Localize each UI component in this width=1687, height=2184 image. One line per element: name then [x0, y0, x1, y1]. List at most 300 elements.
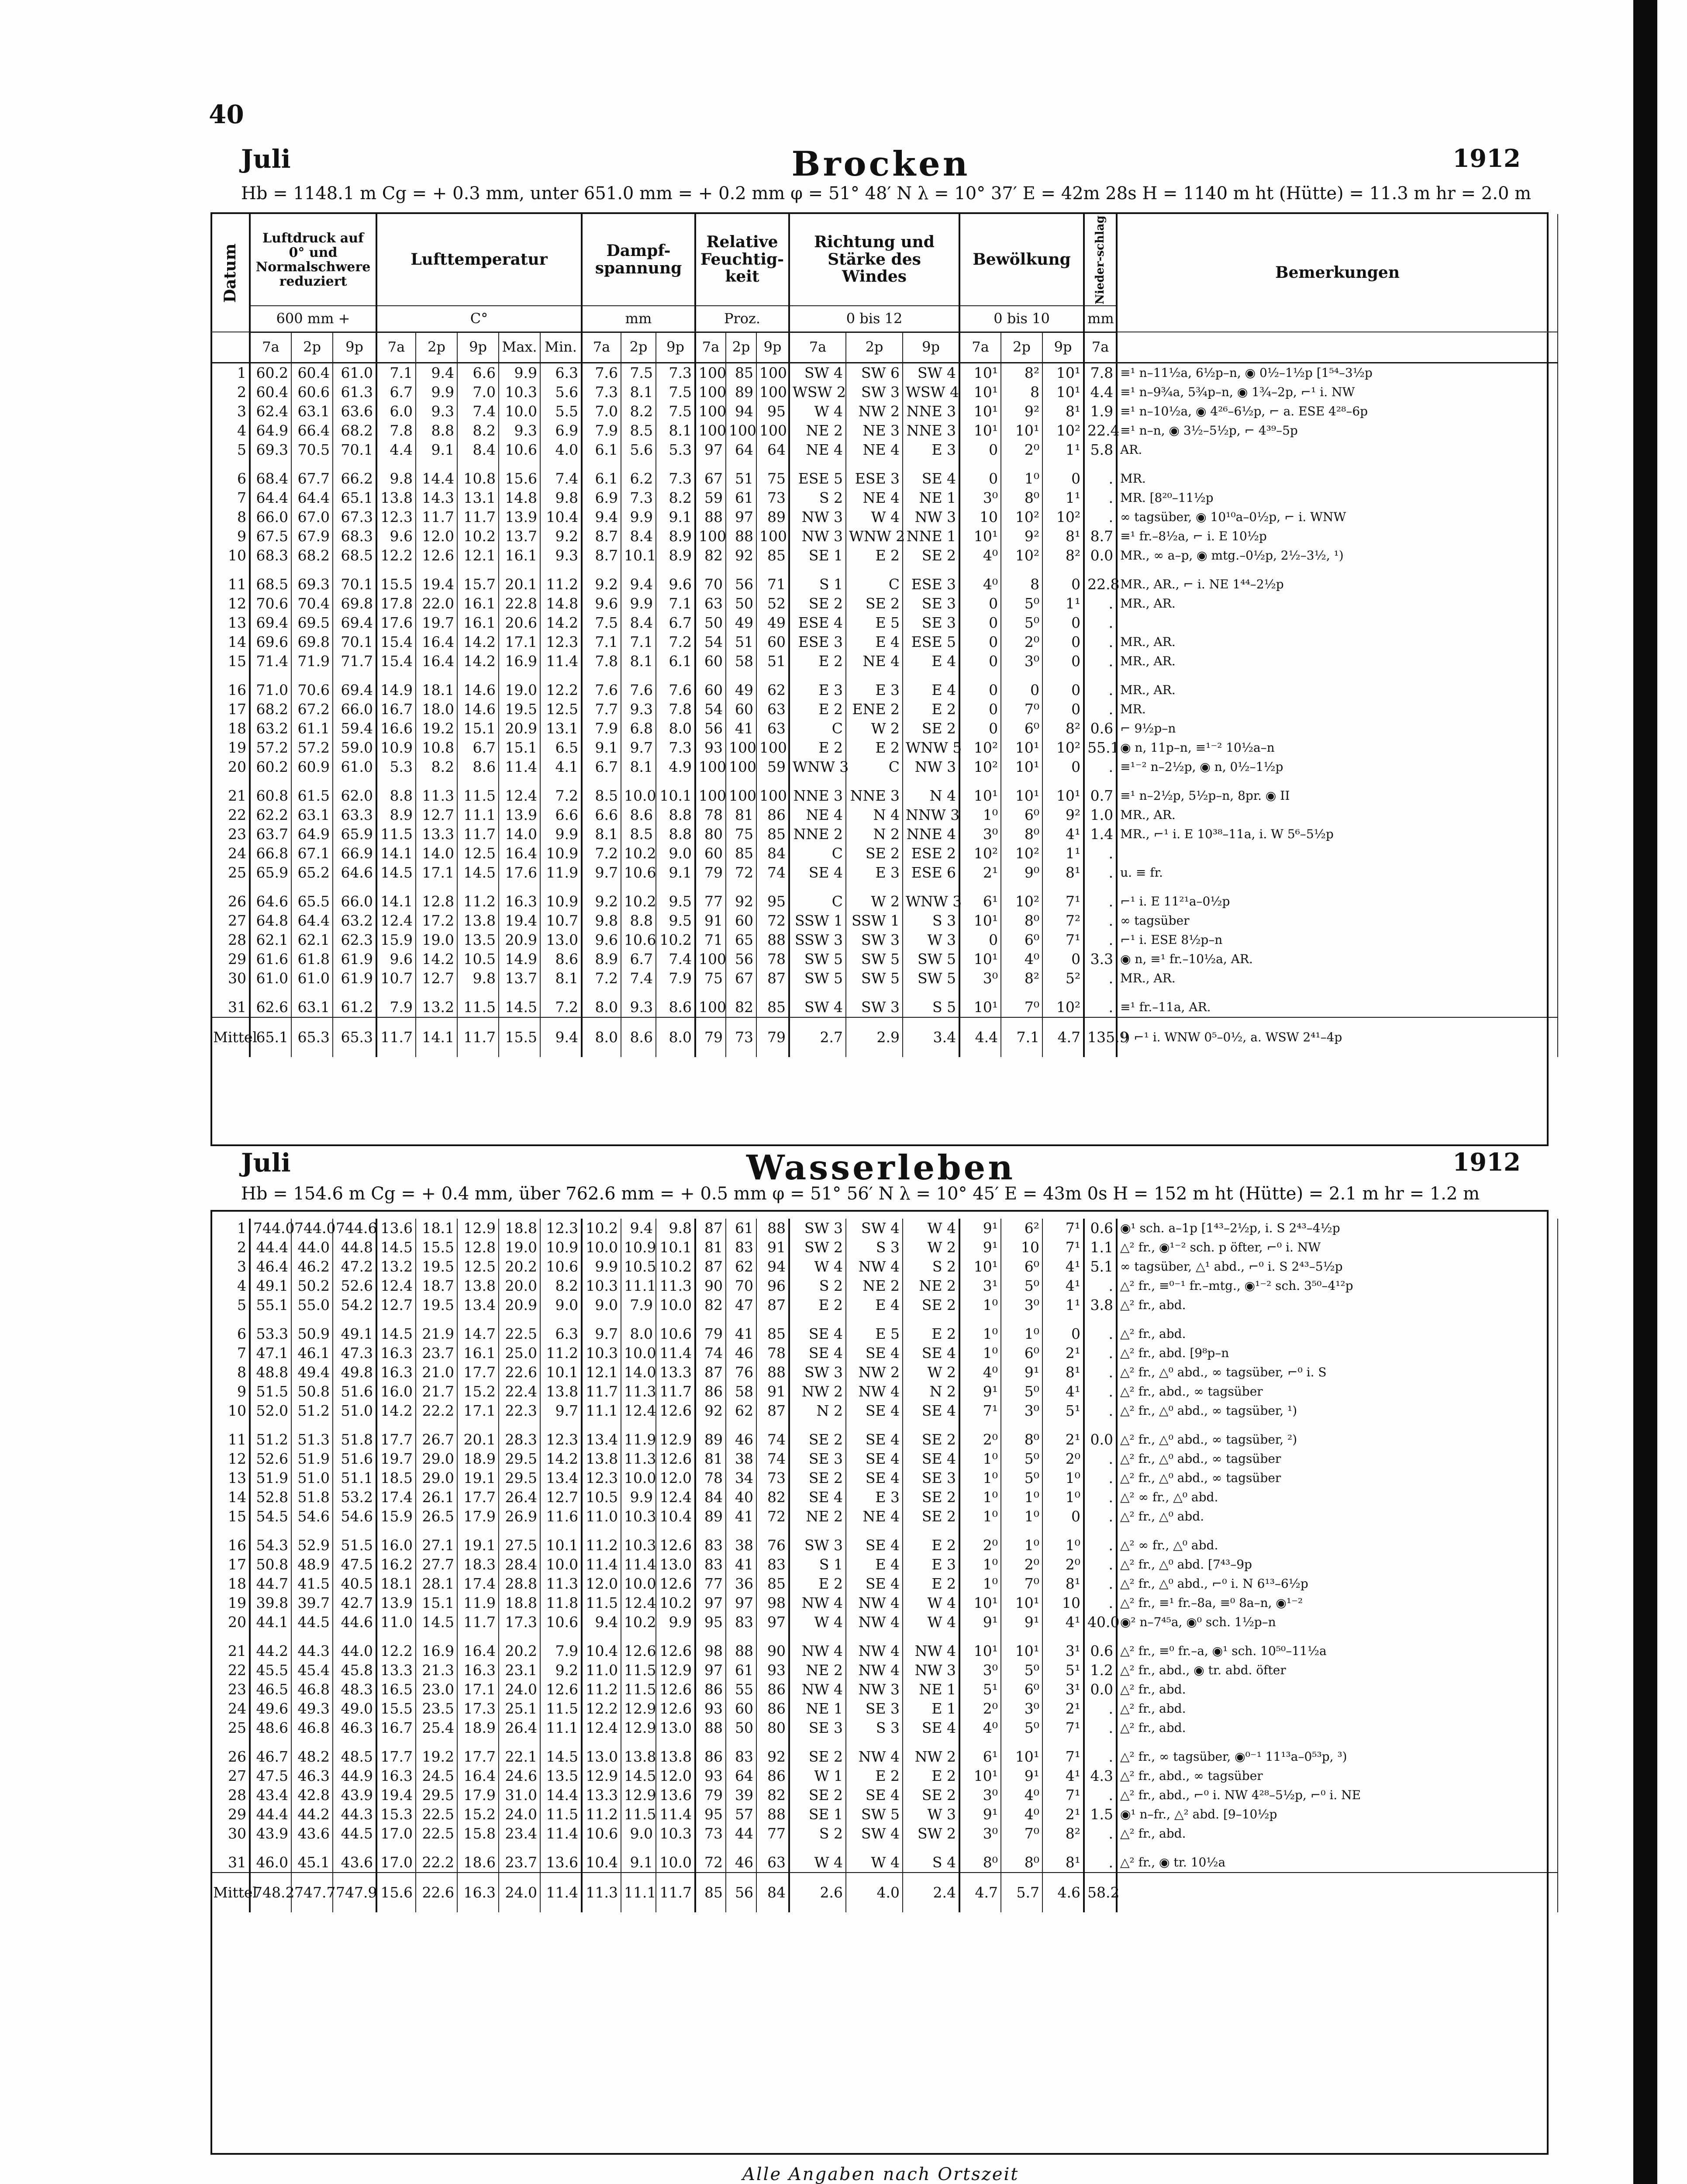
- cell-value: 8.1: [540, 969, 582, 988]
- cell-value: 83: [695, 1555, 726, 1574]
- cell-value: NE 2: [903, 1276, 959, 1296]
- cell-value: SW 3: [789, 1363, 846, 1382]
- cell-value: 0: [959, 719, 1001, 738]
- mittel-value: 4.0: [846, 1873, 903, 1912]
- cell-value: 74: [756, 1449, 789, 1469]
- wasserleben-constants: Hb = 154.6 m Cg = + 0.4 mm, über 762.6 mm = + 0.5 mm φ = 51° 56′ N λ = 10° 45′ E = 43m 0s H = 152 m ht (Hütte) = 2.1 m hr = 1.2 m: [241, 1184, 1480, 1204]
- cell-value: 0: [1042, 950, 1084, 969]
- cell-remarks: MR., ∞ a–p, ◉ mtg.–0½p, 2½–3½, ¹): [1117, 546, 1558, 565]
- cell-value: 20.0: [499, 1276, 540, 1296]
- mittel-value: 14.1: [416, 1017, 457, 1057]
- cell-value: 68.2: [250, 700, 291, 719]
- cell-value: 6.5: [540, 738, 582, 757]
- cell-value: 1⁰: [1001, 1488, 1042, 1507]
- cell-value: 100: [756, 738, 789, 757]
- cell-value: 4⁰: [1001, 1786, 1042, 1805]
- cell-value: 78: [756, 950, 789, 969]
- cell-value: 5¹: [959, 1680, 1001, 1699]
- table-row: [210, 1296, 1558, 1315]
- cell-value: 10¹: [959, 363, 1001, 383]
- cell-value: 85: [726, 844, 756, 863]
- cell-value: 17.4: [376, 1488, 416, 1507]
- cell-value: 16.0: [376, 1382, 416, 1401]
- cell-value: 5⁰: [1001, 1382, 1042, 1401]
- cell-value: 85: [756, 1324, 789, 1344]
- cell-value: 46.1: [291, 1344, 333, 1363]
- cell-value: 13.7: [499, 527, 540, 546]
- cell-value: 8²: [1001, 969, 1042, 988]
- brocken-rows: [210, 363, 1558, 1057]
- cell-value: E 2: [789, 738, 846, 757]
- cell-value: 11.2: [457, 892, 499, 911]
- cell-value: 67.2: [291, 700, 333, 719]
- cell-value: 45.8: [333, 1661, 376, 1680]
- cell-value: 12.3: [540, 1430, 582, 1449]
- cell-value: 46: [726, 1853, 756, 1873]
- cell-value: 8.8: [656, 825, 695, 844]
- cell-value: 20.6: [499, 613, 540, 632]
- cell-value: 64.8: [250, 911, 291, 930]
- cell-value: 66.4: [291, 421, 333, 440]
- cell-value: 87: [695, 1363, 726, 1382]
- table-row: [210, 1805, 1558, 1824]
- table-row: [210, 911, 1558, 930]
- cell-value: 3⁰: [1001, 652, 1042, 671]
- cell-value: NW 2: [903, 1747, 959, 1766]
- cell-remarks: ◉ n, 11p–n, ≡¹⁻² 10½a–n: [1117, 738, 1558, 757]
- cell-date: 3: [210, 402, 250, 421]
- cell-value: 744.6: [333, 1219, 376, 1238]
- cell-value: 8.2: [416, 757, 457, 777]
- cell-value: W 4: [789, 1613, 846, 1632]
- cell-value: 4⁰: [1001, 1805, 1042, 1824]
- cell-value: 14.9: [376, 681, 416, 700]
- cell-value: 44.0: [333, 1641, 376, 1661]
- cell-value: 10¹: [1001, 421, 1042, 440]
- mittel-value: 65.3: [333, 1017, 376, 1057]
- cell-value: 1¹: [1042, 1296, 1084, 1315]
- row-gap: [210, 777, 1558, 786]
- cell-value: .: [1084, 892, 1117, 911]
- hdr-9p: 9p: [1042, 332, 1084, 363]
- cell-value: 61.5: [291, 786, 333, 805]
- cell-value: 11.5: [376, 825, 416, 844]
- cell-value: 73: [756, 1469, 789, 1488]
- cell-value: 29.0: [416, 1469, 457, 1488]
- cell-value: 6⁰: [1001, 805, 1042, 825]
- cell-value: 2⁰: [1042, 1449, 1084, 1469]
- cell-value: .: [1084, 681, 1117, 700]
- cell-value: 10.6: [540, 1257, 582, 1276]
- cell-value: 50: [695, 613, 726, 632]
- cell-value: 22.5: [416, 1824, 457, 1843]
- cell-value: 10.7: [540, 911, 582, 930]
- cell-value: S 2: [903, 1257, 959, 1276]
- cell-value: 9.6: [582, 594, 621, 613]
- cell-value: 19.5: [499, 700, 540, 719]
- cell-value: 3⁰: [959, 488, 1001, 508]
- cell-value: 3⁰: [959, 1661, 1001, 1680]
- hdr-bem: Bemerkungen: [1117, 214, 1558, 332]
- cell-value: 0: [959, 700, 1001, 719]
- cell-value: SW 3: [789, 1219, 846, 1238]
- cell-value: 83: [695, 1536, 726, 1555]
- cell-value: 9.7: [540, 1401, 582, 1420]
- cell-date: 3: [210, 1257, 250, 1276]
- cell-value: 22.4: [499, 1382, 540, 1401]
- cell-value: 10¹: [959, 911, 1001, 930]
- cell-value: 75: [695, 969, 726, 988]
- cell-value: 49.3: [291, 1699, 333, 1718]
- cell-value: 100: [695, 363, 726, 383]
- cell-value: SSW 1: [846, 911, 903, 930]
- cell-value: 10.0: [499, 402, 540, 421]
- cell-value: .: [1084, 1824, 1117, 1843]
- cell-value: 11.1: [457, 805, 499, 825]
- cell-value: SW 5: [846, 969, 903, 988]
- cell-value: 48.9: [291, 1555, 333, 1574]
- cell-value: 10.3: [621, 1507, 656, 1526]
- cell-value: 66.0: [333, 700, 376, 719]
- cell-value: 13.8: [540, 1382, 582, 1401]
- hdr-2p: 2p: [1001, 332, 1042, 363]
- cell-date: 20: [210, 757, 250, 777]
- cell-value: 7.7: [582, 700, 621, 719]
- cell-value: 5⁰: [1001, 613, 1042, 632]
- cell-value: 10.3: [582, 1276, 621, 1296]
- cell-value: NW 3: [903, 757, 959, 777]
- cell-value: 10.0: [621, 1469, 656, 1488]
- cell-value: 42.8: [291, 1786, 333, 1805]
- cell-value: 80: [695, 825, 726, 844]
- cell-value: 100: [726, 757, 756, 777]
- cell-value: 69.3: [250, 440, 291, 460]
- cell-value: 66.8: [250, 844, 291, 863]
- cell-value: 8.4: [621, 613, 656, 632]
- cell-value: SE 4: [846, 1430, 903, 1449]
- cell-value: 8.1: [621, 652, 656, 671]
- cell-value: NE 4: [846, 488, 903, 508]
- cell-value: 14.2: [457, 632, 499, 652]
- hdr-feucht: Relative Feuchtig-keit: [695, 214, 789, 306]
- cell-value: 17.7: [457, 1488, 499, 1507]
- cell-value: 9.4: [582, 1613, 621, 1632]
- cell-value: 97: [695, 440, 726, 460]
- cell-value: 85: [756, 825, 789, 844]
- cell-value: 64.6: [333, 863, 376, 882]
- cell-value: 51.8: [291, 1488, 333, 1507]
- cell-value: 10.2: [582, 1219, 621, 1238]
- cell-value: 66.2: [333, 469, 376, 488]
- unit-wind: 0 bis 12: [789, 306, 959, 332]
- cell-value: 9.3: [621, 700, 656, 719]
- cell-value: 28.1: [416, 1574, 457, 1593]
- cell-remarks: MR., AR.: [1117, 969, 1558, 988]
- cell-value: 7.2: [540, 786, 582, 805]
- cell-value: 11.3: [621, 1382, 656, 1401]
- cell-value: SE 4: [903, 1401, 959, 1420]
- cell-value: 0.7: [1084, 786, 1117, 805]
- cell-value: 5⁰: [1001, 1276, 1042, 1296]
- cell-value: 9²: [1001, 527, 1042, 546]
- cell-date: 17: [210, 700, 250, 719]
- cell-value: 17.7: [376, 1747, 416, 1766]
- cell-date: 24: [210, 1699, 250, 1718]
- cell-value: 10.4: [582, 1853, 621, 1873]
- table-row: [210, 527, 1558, 546]
- cell-value: 22.0: [416, 594, 457, 613]
- cell-value: 26.4: [499, 1488, 540, 1507]
- cell-value: 15.7: [457, 575, 499, 594]
- cell-value: 61.8: [291, 950, 333, 969]
- cell-value: 4⁰: [1001, 950, 1042, 969]
- cell-value: 2⁰: [1001, 440, 1042, 460]
- cell-value: E 1: [903, 1699, 959, 1718]
- cell-value: 12.6: [656, 1680, 695, 1699]
- cell-value: 1.9: [1084, 402, 1117, 421]
- wasserleben-title-row: [241, 1148, 1521, 1187]
- cell-value: 12.4: [376, 911, 416, 930]
- cell-value: 65: [726, 930, 756, 950]
- page-number: 40: [209, 100, 244, 129]
- cell-value: 11.0: [582, 1507, 621, 1526]
- cell-value: SE 4: [846, 1536, 903, 1555]
- cell-value: 9.6: [656, 575, 695, 594]
- cell-value: 44.8: [333, 1238, 376, 1257]
- cell-remarks: ◉¹ sch. a–1p [1⁴³–2½p, i. S 2⁴³–4½p: [1117, 1219, 1558, 1238]
- cell-value: 61.0: [333, 363, 376, 383]
- cell-value: 10.7: [376, 969, 416, 988]
- cell-value: 6.6: [457, 363, 499, 383]
- cell-value: NW 4: [903, 1641, 959, 1661]
- cell-value: 8²: [1042, 1824, 1084, 1843]
- cell-value: 5.8: [1084, 440, 1117, 460]
- mittel-value: 11.7: [376, 1017, 416, 1057]
- cell-remarks: ≡¹ n–9¾a, 5¾p–n, ◉ 1¾–2p, ⌐¹ i. NW: [1117, 383, 1558, 402]
- time-note: Alle Angaben nach Ortszeit: [742, 2164, 1019, 2184]
- cell-value: E 3: [903, 440, 959, 460]
- cell-value: W 1: [789, 1766, 846, 1786]
- cell-value: 51.5: [250, 1382, 291, 1401]
- cell-value: E 5: [846, 613, 903, 632]
- cell-value: E 2: [789, 652, 846, 671]
- cell-value: .: [1084, 652, 1117, 671]
- cell-remarks: ⌐¹ i. E 11²¹a–0½p: [1117, 892, 1558, 911]
- cell-value: NE 4: [846, 440, 903, 460]
- cell-value: NNE 3: [903, 421, 959, 440]
- cell-value: 12.6: [540, 1680, 582, 1699]
- cell-value: 9.6: [376, 527, 416, 546]
- cell-value: SE 4: [789, 1488, 846, 1507]
- cell-remarks: △² fr., ∞ tagsüber, ◉⁰⁻¹ 11¹³a–0⁵³p, ³): [1117, 1747, 1558, 1766]
- cell-value: 81: [695, 1449, 726, 1469]
- cell-value: 92: [695, 1401, 726, 1420]
- cell-value: 10¹: [959, 383, 1001, 402]
- cell-value: 17.4: [457, 1574, 499, 1593]
- cell-value: 78: [695, 805, 726, 825]
- cell-value: 9.8: [540, 488, 582, 508]
- cell-value: E 4: [846, 632, 903, 652]
- cell-value: 9.2: [540, 527, 582, 546]
- cell-value: 16.2: [376, 1555, 416, 1574]
- cell-value: SE 1: [789, 546, 846, 565]
- cell-value: 11.4: [540, 652, 582, 671]
- cell-value: 5.6: [540, 383, 582, 402]
- cell-remarks: ≡¹ fr.–8½a, ⌐ i. E 10½p: [1117, 527, 1558, 546]
- cell-value: 50.8: [291, 1382, 333, 1401]
- row-gap: [210, 460, 1558, 469]
- cell-value: 14.2: [457, 652, 499, 671]
- mittel-value: 22.6: [416, 1873, 457, 1912]
- cell-value: 6⁰: [1001, 1344, 1042, 1363]
- cell-value: WNW 2: [846, 527, 903, 546]
- cell-value: 60: [756, 632, 789, 652]
- cell-value: NNE 2: [789, 825, 846, 844]
- cell-value: 9.3: [540, 546, 582, 565]
- cell-value: 7.8: [376, 421, 416, 440]
- cell-value: NW 2: [846, 1363, 903, 1382]
- cell-value: 9.0: [582, 1296, 621, 1315]
- cell-value: 4⁰: [959, 1363, 1001, 1382]
- cell-value: NE 4: [789, 805, 846, 825]
- cell-value: 8.1: [621, 383, 656, 402]
- cell-value: 16.0: [376, 1536, 416, 1555]
- cell-value: 8⁰: [1001, 1430, 1042, 1449]
- cell-remarks: MR., ⌐¹ i. E 10³⁸–11a, i. W 5⁶–5½p: [1117, 825, 1558, 844]
- cell-value: 77: [695, 1574, 726, 1593]
- cell-value: 90: [756, 1641, 789, 1661]
- table-row: [210, 681, 1558, 700]
- cell-value: NW 4: [789, 1680, 846, 1699]
- cell-value: 9.5: [656, 892, 695, 911]
- cell-value: 4.4: [1084, 383, 1117, 402]
- hdr-bem-blank: [1117, 332, 1558, 363]
- cell-value: 10.6: [540, 1613, 582, 1632]
- cell-value: 6.8: [621, 719, 656, 738]
- cell-value: 64.9: [250, 421, 291, 440]
- cell-value: 58: [726, 1382, 756, 1401]
- cell-value: 71: [695, 930, 726, 950]
- cell-value: 18.3: [457, 1555, 499, 1574]
- cell-value: 13.2: [376, 1257, 416, 1276]
- cell-value: 9.9: [656, 1613, 695, 1632]
- cell-value: 51.1: [333, 1469, 376, 1488]
- cell-value: S 5: [903, 998, 959, 1017]
- cell-value: 49: [756, 613, 789, 632]
- cell-value: 9.9: [540, 825, 582, 844]
- mittel-value: 11.3: [582, 1873, 621, 1912]
- cell-value: 10²: [1042, 421, 1084, 440]
- cell-value: 15.8: [457, 1824, 499, 1843]
- mittel-value: 56: [726, 1873, 756, 1912]
- cell-value: 8.5: [582, 786, 621, 805]
- cell-value: 3⁰: [1001, 1699, 1042, 1718]
- cell-value: 7.0: [457, 383, 499, 402]
- row-gap: [210, 1420, 1558, 1430]
- cell-value: 8¹: [1042, 1363, 1084, 1382]
- cell-value: 16.1: [499, 546, 540, 565]
- cell-value: N 2: [789, 1401, 846, 1420]
- cell-value: ESE 3: [903, 575, 959, 594]
- cell-value: SE 4: [903, 1449, 959, 1469]
- mittel-value: 2.9: [846, 1017, 903, 1057]
- cell-value: 16.4: [457, 1641, 499, 1661]
- cell-remarks: ≡¹ n–2½p, 5½p–n, 8pr. ◉ II: [1117, 786, 1558, 805]
- cell-value: 22.1: [499, 1747, 540, 1766]
- cell-value: 7.3: [656, 738, 695, 757]
- cell-value: 8.2: [656, 488, 695, 508]
- cell-value: 47.1: [250, 1344, 291, 1363]
- cell-value: 6.6: [540, 805, 582, 825]
- cell-value: 7⁰: [1001, 1824, 1042, 1843]
- cell-value: 4¹: [1042, 1766, 1084, 1786]
- cell-remarks: ◉ n, ≡¹ fr.–10½a, AR.: [1117, 950, 1558, 969]
- cell-value: 6.0: [376, 402, 416, 421]
- cell-value: 1¹: [1042, 844, 1084, 863]
- cell-value: 11.5: [621, 1805, 656, 1824]
- cell-value: NNW 3: [903, 805, 959, 825]
- cell-value: 14.1: [376, 892, 416, 911]
- cell-value: 7.8: [1084, 363, 1117, 383]
- cell-value: 44: [726, 1824, 756, 1843]
- cell-value: 69.8: [291, 632, 333, 652]
- cell-value: 91: [756, 1382, 789, 1401]
- cell-value: SE 4: [846, 1449, 903, 1469]
- cell-value: 44.1: [250, 1613, 291, 1632]
- cell-value: 81: [695, 1238, 726, 1257]
- cell-value: 46.7: [250, 1747, 291, 1766]
- cell-value: 0: [1042, 469, 1084, 488]
- table-row: [210, 863, 1558, 882]
- cell-value: 10.1: [656, 1238, 695, 1257]
- cell-value: 7.4: [457, 402, 499, 421]
- cell-value: 15.4: [376, 632, 416, 652]
- cell-value: 62.1: [250, 930, 291, 950]
- cell-value: 48.2: [291, 1747, 333, 1766]
- table-row: [210, 1641, 1558, 1661]
- cell-value: 6.1: [582, 440, 621, 460]
- cell-value: 7.1: [582, 632, 621, 652]
- table-row: [210, 421, 1558, 440]
- cell-value: 24.6: [499, 1766, 540, 1786]
- cell-value: 15.5: [376, 1699, 416, 1718]
- cell-value: 63.3: [333, 805, 376, 825]
- cell-value: 65.5: [291, 892, 333, 911]
- cell-remarks: ≡¹ n–10½a, ◉ 4²⁶–6½p, ⌐ a. ESE 4²⁸–6p: [1117, 402, 1558, 421]
- cell-value: .: [1084, 863, 1117, 882]
- cell-value: 97: [695, 1593, 726, 1613]
- cell-value: 10.4: [656, 1507, 695, 1526]
- cell-remarks: MR.: [1117, 469, 1558, 488]
- cell-remarks: ≡¹ n–11½a, 6½p–n, ◉ 0½–1½p [1⁵⁴–3½p: [1117, 363, 1558, 383]
- cell-remarks: MR.: [1117, 700, 1558, 719]
- cell-value: 8.0: [656, 719, 695, 738]
- cell-date: 31: [210, 998, 250, 1017]
- cell-value: 62.0: [333, 786, 376, 805]
- cell-value: 61.0: [291, 969, 333, 988]
- cell-value: 12.5: [540, 700, 582, 719]
- cell-value: 10²: [1042, 508, 1084, 527]
- table-row: [210, 1401, 1558, 1420]
- cell-value: NE 2: [789, 421, 846, 440]
- cell-remarks: [1117, 613, 1558, 632]
- cell-value: 64.4: [291, 911, 333, 930]
- cell-value: 46: [726, 1344, 756, 1363]
- table-row: [210, 1766, 1558, 1786]
- cell-value: 10¹: [959, 1257, 1001, 1276]
- cell-value: 8⁰: [1001, 825, 1042, 844]
- cell-value: 10.6: [621, 863, 656, 882]
